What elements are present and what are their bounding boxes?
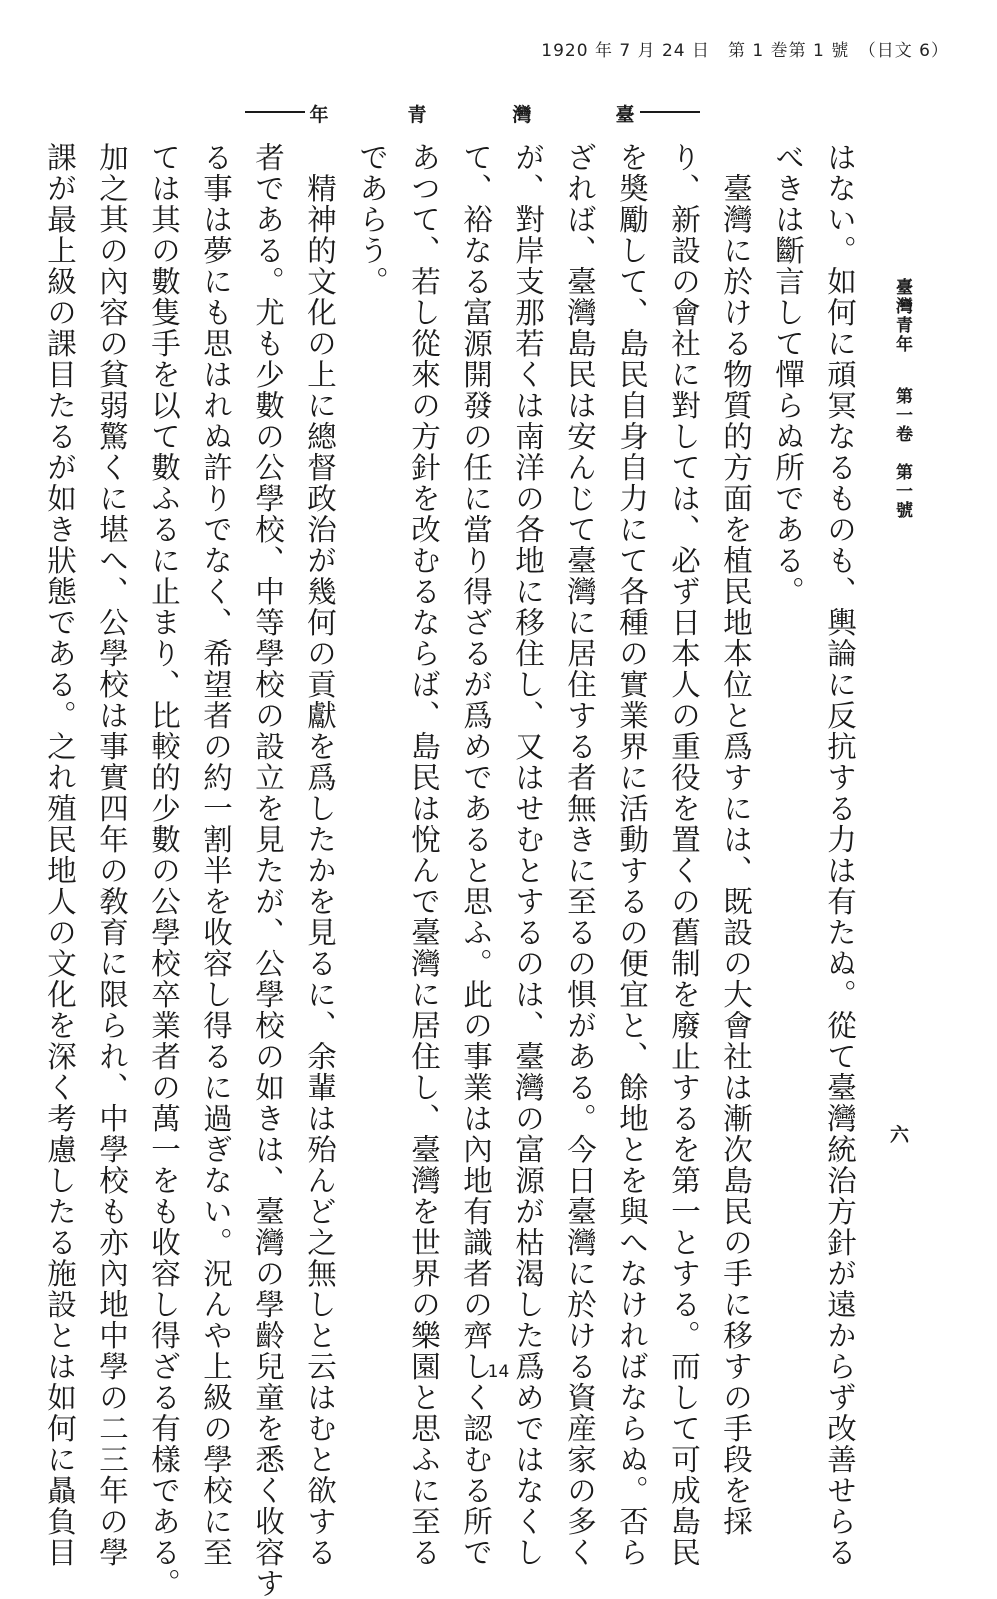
body-line: べきは斷言して憚らぬ所である。 xyxy=(771,142,805,607)
archive-header: 1920 年 7 月 24 日 第 1 巻第 1 號 （日文 6） xyxy=(541,41,949,61)
folio-page-number: 14 xyxy=(487,1362,510,1382)
body-line: り、新設の會社に對しては、必ず日本人の重役を置くの舊制を廢止するを第一とする。而して可成島民 xyxy=(667,142,701,1568)
page-number-kanji: 六 xyxy=(890,1124,910,1146)
title-char-2: 灣 xyxy=(512,104,532,126)
running-head-title: 臺灣青年 xyxy=(892,278,912,354)
title-char-1: 臺 xyxy=(615,104,635,126)
title-rule-left xyxy=(245,111,305,113)
running-head-issue: 第一號 xyxy=(892,463,912,520)
running-head-volume: 第一卷 xyxy=(892,387,912,444)
title-char-3: 青 xyxy=(407,104,427,126)
body-line: はない。如何に頑冥なるものも、輿論に反抗する力は有たぬ。從て臺灣統治方針が遠からず改善せらる xyxy=(823,142,857,1568)
journal-title-banner xyxy=(245,98,700,128)
body-line: であらう。 xyxy=(355,142,389,297)
body-line: ざれば、臺灣島民は安んじて臺灣に居住する者無きに至るの惧がある。今日臺灣に於ける資産家の多く xyxy=(563,142,597,1568)
body-line: 課が最上級の課目たるが如き狀態である。之れ殖民地人の文化を深く考慮したる施設とは如何に贔負目 xyxy=(43,142,77,1568)
body-line: る事は夢にも思はれぬ許りでなく、希望者の約一割半を收容し得るに過ぎない。況んや上級の學校に至 xyxy=(199,142,233,1568)
body-line: て、裕なる富源開發の任に當り得ざるが爲めであると思ふ。此の事業は內地有識者の齊しく認むる所で xyxy=(459,142,493,1568)
body-line: ては其の數隻手を以て數ふるに止まり、比較的少數の公學校卒業者の萬一をも收容し得ざる有樣である。 xyxy=(147,142,181,1599)
body-line: を奬勵して、島民自身自力にて各種の實業界に活動するの便宜と、餘地とを與へなければならぬ。否ら xyxy=(615,142,649,1568)
body-line: 加之其の內容の貧弱驚くに堪へ、公學校は事實四年の敎育に限られ、中學校も亦內地中學の二三年の學 xyxy=(95,142,129,1568)
body-line: あつて、若し從來の方針を改むるならば、島民は悅んで臺灣に居住し、臺灣を世界の樂園と思ふに至る xyxy=(407,142,441,1568)
title-char-4: 年 xyxy=(309,104,329,126)
title-rule-right xyxy=(640,111,700,113)
body-line: が、對岸支那若くは南洋の各地に移住し、又はせむとするのは、臺灣の富源が枯渴した爲めではなくし xyxy=(511,142,545,1568)
running-head xyxy=(890,278,915,538)
body-line: 者である。尤も少數の公學校、中等學校の設立を見たが、公學校の如きは、臺灣の學齡兒童を悉く收容す xyxy=(251,142,285,1599)
body-line: 臺灣に於ける物質的方面を植民地本位と爲すには、既設の大會社は漸次島民の手に移すの手段を採 xyxy=(719,142,753,1537)
body-line: 精神的文化の上に總督政治が幾何の貢獻を爲したかを見るに、余輩は殆んど之無しと云はむと欲する xyxy=(303,142,337,1568)
